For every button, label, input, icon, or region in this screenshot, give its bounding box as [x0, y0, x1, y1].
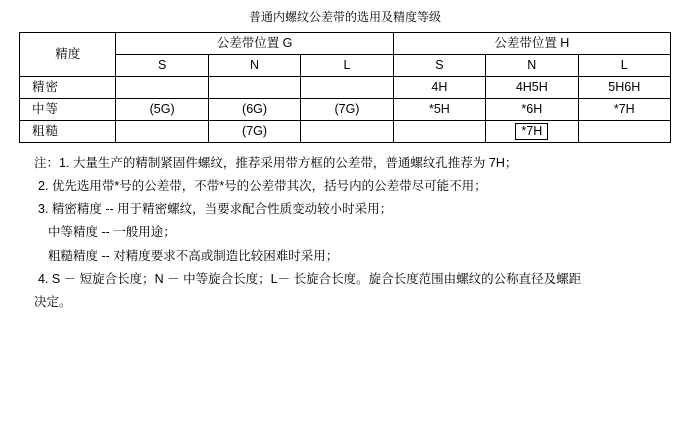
table-row [20, 99, 671, 121]
header-g-n: N [208, 55, 300, 77]
note-line-6: 4. S － 短旋合长度；N － 中等旋合长度；L－ 长旋合长度。旋合长度范围由螺纹的公称直径及螺距 [38, 271, 582, 286]
note-line-2: 2. 优先选用带*号的公差带，不带*号的公差带其次，括号内的公差带尽可能不用； [38, 179, 487, 194]
cell-g-n: (7G) [208, 121, 300, 143]
note-line-5: 粗糙精度 -- 对精度要求不高或制造比较困难时采用； [48, 248, 339, 263]
cell-h-l: 5H6H [578, 77, 671, 99]
note-line-4: 中等精度 -- 一般用途； [48, 225, 176, 240]
cell-g-s: (5G) [116, 99, 208, 121]
cell-h-n: 4H5H [486, 77, 578, 99]
note-line-7: 决定。 [34, 294, 72, 309]
header-precision: 精度 [20, 33, 116, 77]
cell-g-s [116, 121, 208, 143]
cell-h-l: *7H [578, 99, 671, 121]
table-row [20, 121, 671, 143]
document-page [0, 8, 690, 426]
cell-g-n [208, 77, 300, 99]
row-label-coarse: 粗糙 [20, 121, 116, 143]
row-label-medium: 中等 [20, 99, 116, 121]
cell-g-n: (6G) [208, 99, 300, 121]
cell-g-l: (7G) [301, 99, 393, 121]
cell-h-s [393, 121, 485, 143]
boxed-value: *7H [515, 123, 548, 140]
row-label-precision: 精密 [20, 77, 116, 99]
header-group-g: 公差带位置 G [116, 33, 393, 55]
notes-block [0, 152, 690, 314]
note-line-1: 注：1. 大量生产的精制紧固件螺纹，推荐采用带方框的公差带，普通螺纹孔推荐为 7H； [34, 156, 518, 170]
header-h-l: L [578, 55, 671, 77]
cell-h-s: *5H [393, 99, 485, 121]
header-h-n: N [486, 55, 578, 77]
cell-g-s [116, 77, 208, 99]
table-header-row-1 [20, 33, 671, 55]
cell-h-l [578, 121, 671, 143]
header-g-s: S [116, 55, 208, 77]
table-header-row-2 [20, 55, 671, 77]
header-g-l: L [301, 55, 393, 77]
cell-h-n-boxed [486, 121, 578, 143]
page-title: 普通内螺纹公差带的选用及精度等级 [248, 10, 441, 24]
cell-g-l [301, 121, 393, 143]
cell-h-n: *6H [486, 99, 578, 121]
header-group-h: 公差带位置 H [393, 33, 670, 55]
header-h-s: S [393, 55, 485, 77]
cell-h-s: 4H [393, 77, 485, 99]
cell-g-l [301, 77, 393, 99]
tolerance-table [19, 32, 671, 143]
note-line-3: 3. 精密精度 -- 用于精密螺纹，当要求配合性质变动较小时采用； [38, 202, 393, 217]
table-row [20, 77, 671, 99]
